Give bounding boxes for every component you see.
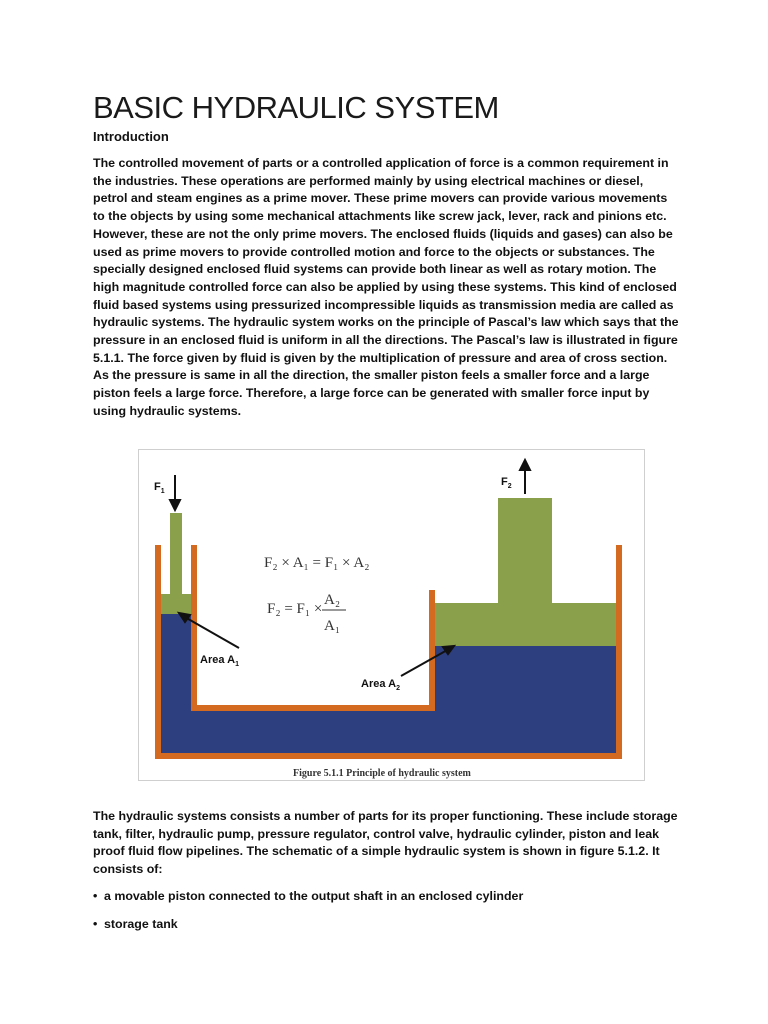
large-piston-plate [435, 603, 616, 646]
component-list [93, 888, 523, 944]
small-piston-rod [170, 513, 182, 595]
force-f2-arrowhead-icon [520, 460, 530, 470]
label-area-a2: Area $A_2$ [361, 678, 400, 692]
figure-hydraulic-principle [138, 449, 645, 781]
intro-paragraph: The controlled movement of parts or a controlled application of force is a common requirement in the industries. These operations are performed mainly by using electrical machines or diesel, petrol and steam engines as a prime mover. These prime movers can provide various movements to the objects by using some mechanical attachments like screw jack, lever, rack and pinions etc. However, these are not the only prime movers. The enclosed fluids (liquids and gases) can also be used as prime movers to provide controlled motion and force to the objects or substances. The specially designed enclosed fluid systems can provide both linear as well as rotary motion. The high magnitude controlled force can also be applied by using these systems. This kind of enclosed fluid based systems using pressurized incompressible liquids as transmission media are called as hydraulic systems. The hydraulic system works on the principle of Pascal’s law which says that the pressure in an enclosed fluid is uniform in all the directions. The Pascal’s law is illustrated in figure 5.1.1. The force given by fluid is given by the multiplication of pressure and area of cross section. As the pressure is same in all the direction, the smaller piston feels a smaller force and a large piston feels a large force. Therefore, a large force can be generated with smaller force input by using hydraulic systems. [93, 156, 679, 418]
equation-pascal: F₂ × A₁ = F₁ × A₂ [264, 555, 370, 571]
bullet-icon: • [93, 889, 98, 903]
hydraulic-diagram [139, 450, 644, 780]
bullet-icon: • [93, 917, 98, 931]
components-paragraph: The hydraulic systems consists a number of parts for its proper functioning. These include storage tank, filter, hydraulic pump, pressure regulator, control valve, hydraulic cylinder, piston and leak proof fluid flow pipelines. The schematic of a simple hydraulic system is shown in figure 5.1.2. It consists of: [93, 809, 678, 877]
label-f1: $F_1$ [154, 481, 165, 495]
small-piston-plate [161, 594, 191, 614]
large-cylinder-fluid [435, 646, 616, 710]
figure-caption: Figure 5.1.1 Principle of hydraulic system [293, 768, 471, 779]
base-channel-fluid [161, 708, 616, 753]
equation-force-ratio-lhs: F₂ = F₁ × [267, 601, 323, 617]
section-heading: Introduction [93, 129, 169, 144]
equation-force-ratio-denominator: A₁ [324, 618, 341, 634]
document-title: BASIC HYDRAULIC SYSTEM [93, 90, 499, 125]
equation-force-ratio-numerator: A₂ [324, 592, 341, 608]
large-piston-rod [498, 498, 552, 604]
list-item-text: a movable piston connected to the output shaft in an enclosed cylinder [104, 889, 524, 903]
label-area-a1: Area $A_1$ [200, 654, 239, 668]
small-cylinder-fluid [161, 613, 191, 710]
label-f2: $F_2$ [501, 476, 512, 490]
list-item [93, 888, 523, 916]
list-item [93, 916, 523, 944]
list-item-text: storage tank [104, 917, 178, 931]
force-f1-arrowhead-icon [170, 500, 180, 510]
